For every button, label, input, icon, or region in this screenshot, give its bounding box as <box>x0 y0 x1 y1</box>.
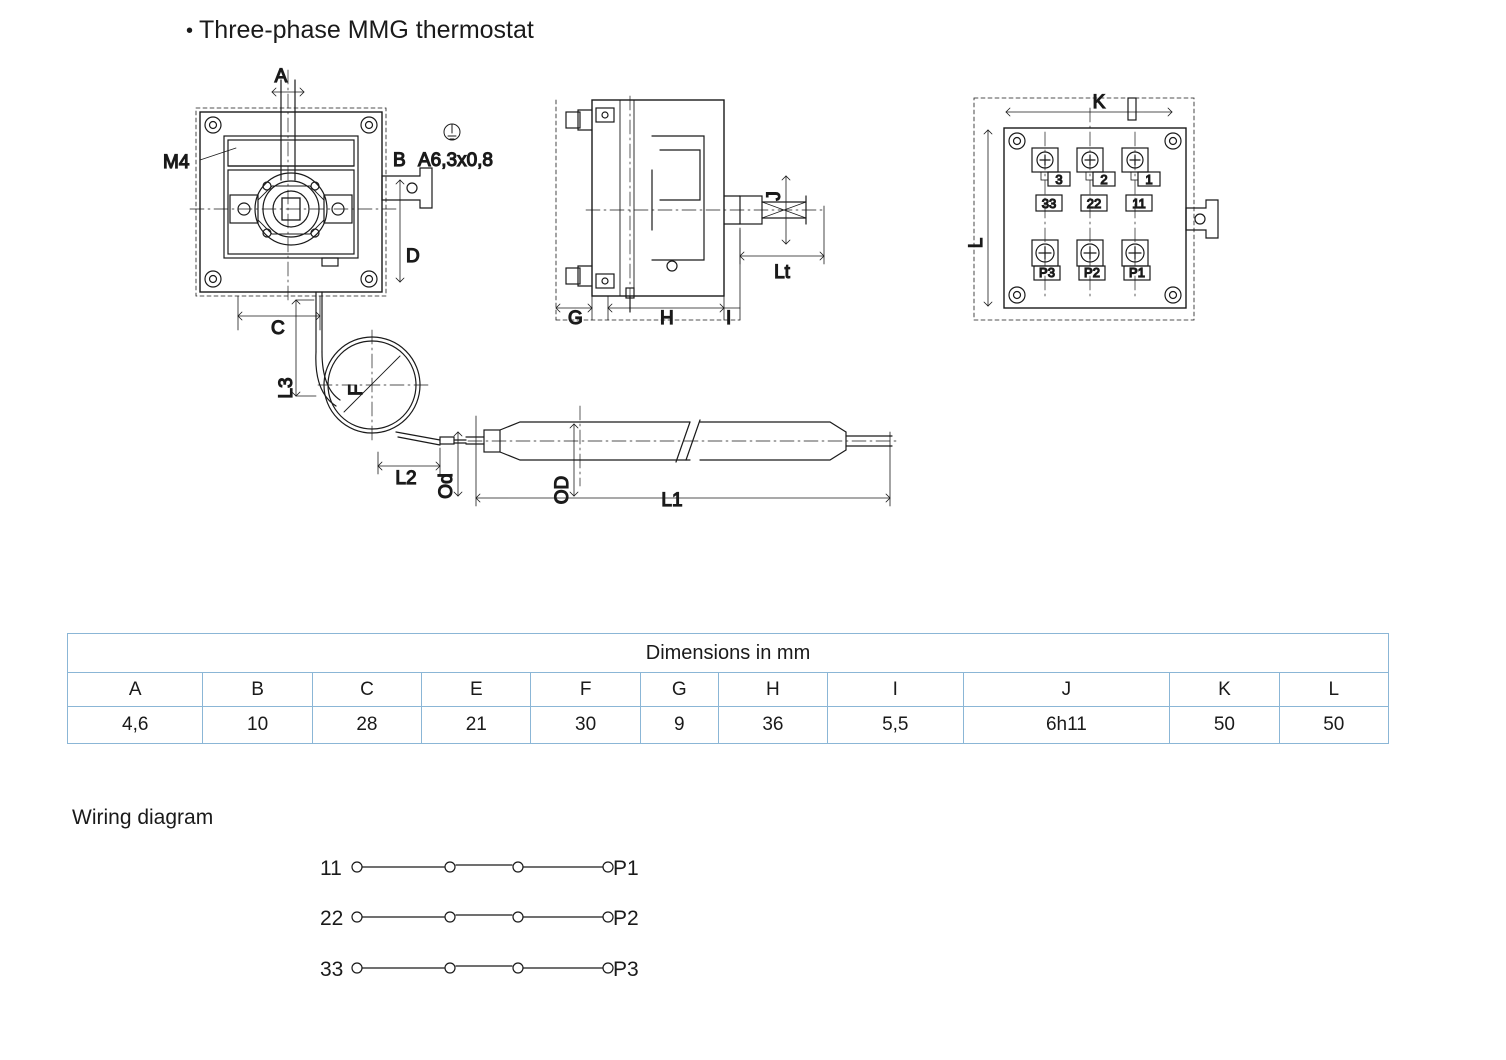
table-col-f: F <box>531 673 640 707</box>
table-col-b: B <box>203 673 312 707</box>
table-caption-row <box>68 634 1389 673</box>
table-val-b: 10 <box>203 707 312 744</box>
dimensions-table <box>67 633 1389 744</box>
terminal-p2: P2 <box>1084 265 1100 280</box>
table-col-g: G <box>640 673 718 707</box>
label-k: K <box>1092 92 1106 113</box>
table-caption: Dimensions in mm <box>68 634 1389 673</box>
label-lt: Lt <box>774 262 790 283</box>
table-val-h: 36 <box>718 707 827 744</box>
wiring-left-22: 22 <box>320 907 344 930</box>
label-d: D <box>406 246 420 267</box>
wiring-right-p2: P2 <box>613 907 639 930</box>
label-od-small: Od <box>436 473 457 499</box>
table-val-a: 4,6 <box>68 707 203 744</box>
table-col-j: J <box>963 673 1170 707</box>
page-title-text: Three-phase MMG thermostat <box>199 16 534 44</box>
label-od: OD <box>552 475 573 505</box>
terminal-11: 11 <box>1132 196 1146 211</box>
terminal-3: 3 <box>1055 172 1063 187</box>
label-f: F <box>346 384 367 396</box>
label-l2: L2 <box>395 468 417 489</box>
table-col-l: L <box>1279 673 1388 707</box>
terminal-22: 22 <box>1086 196 1102 211</box>
label-i: I <box>726 308 732 329</box>
table-header-row <box>68 673 1389 707</box>
label-b: B <box>393 150 406 171</box>
label-j: J <box>764 191 785 201</box>
wiring-right-p1: P1 <box>613 857 639 880</box>
label-h: H <box>660 308 674 329</box>
wiring-right-p3: P3 <box>613 958 639 981</box>
table-col-e: E <box>422 673 531 707</box>
terminal-p1: P1 <box>1129 265 1145 280</box>
table-val-k: 50 <box>1170 707 1279 744</box>
table-val-g: 9 <box>640 707 718 744</box>
terminal-1: 1 <box>1145 172 1153 187</box>
table-val-f: 30 <box>531 707 640 744</box>
bullet-icon: • <box>186 19 194 42</box>
table-val-c: 28 <box>312 707 421 744</box>
label-m4: M4 <box>163 152 190 173</box>
label-a63: A6,3x0,8 <box>418 150 493 171</box>
terminal-33: 33 <box>1041 196 1057 211</box>
wiring-left-33: 33 <box>320 958 344 981</box>
terminal-2: 2 <box>1100 172 1108 187</box>
table-col-c: C <box>312 673 421 707</box>
table-val-e: 21 <box>422 707 531 744</box>
table-col-i: I <box>828 673 963 707</box>
table-val-i: 5,5 <box>828 707 963 744</box>
label-l: L <box>966 237 987 249</box>
table-col-a: A <box>68 673 203 707</box>
label-l1: L1 <box>661 490 683 511</box>
terminal-p3: P3 <box>1039 265 1055 280</box>
table-val-l: 50 <box>1279 707 1388 744</box>
label-g: G <box>568 308 583 329</box>
label-l3: L3 <box>276 377 297 399</box>
wiring-left-11: 11 <box>320 857 342 880</box>
wiring-diagram-heading: Wiring diagram <box>72 806 214 829</box>
label-a: A <box>274 66 288 87</box>
table-col-h: H <box>718 673 827 707</box>
table-col-k: K <box>1170 673 1279 707</box>
label-c: C <box>271 318 285 339</box>
table-val-j: 6h11 <box>963 707 1170 744</box>
table-values-row <box>68 707 1389 744</box>
